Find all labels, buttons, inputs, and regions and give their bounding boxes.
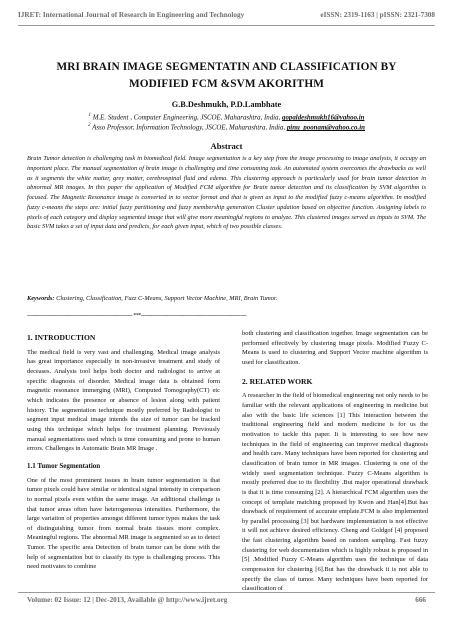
abstract-text: Brain Tumor detection is challenging task in biomedical field. Image segmentation is a key step from the image processing to image analysis, it occupy an important place. The manual segmentation of brain image is challenging and time consuming task. An automated system overcomes the drawbacks as well as it segments the white matter, grey matter, cerebrospinal fluid and edema. This clustering approach is particularly used for brain tumor detection in abnormal MR images. In this paper the application of Modified FCM algorithm for Brain tumor detection and its classification by SVM algorithm is focused. The Magnetic Resonance image is converted in to vector format and that is given as input to the modified fuzzy c-means algorithm. In modified fuzzy c-means the steps are: initial fuzzy partitioning and fuzzy membership generation Cluster updation based on objective function. Assigning labels to pixels of each category and display segmented image that will give more meaningful regions to analyze. This clustered images served as inputs to SVM. The basic SVM takes a set of input data and predicts, for each given input, which of two possible classes. bbox=[27, 155, 426, 231]
abstract-heading: Abstract bbox=[210, 141, 243, 151]
related-work-paragraph: A researcher in the field of biomedical engineering not only needs to be familiar with the relevant applications of engineering in medicine but also with the basic life sciences [1] This interaction between the traditional engineering field and modern medicine is for us the motivation to tackle this paper. It is interesting to see how new techniques in the field of engineering can improve medical diagnosis and health care. Many techniques have been reported for clustering and classification of brain tumor in MR images. Clustering is one of the widely used segmentation technique. Fuzzy C-Means algorithm is mostly preferred due to its flexibility .But major operational drawback is that it is time consuming [2]. A hierarchical FCM algorithm uses the concept of template matching proposed by Kwon and Han[4].But has drawback of requirement of accurate emplate.FCM is also implemented by parallel processing [3] but hardware implementation is not effective it will not achieve desired efficiency. Cheng and Goldgof [4] proposed the fast clustering algorithm based on random sampling. Fast fuzzy clustering for web documentation which is highly robust is proposed in [5] .Modified Fuzzy C-Means algorithm uses the technique of data compression for clustering [6].But has the drawback it is not able to specify the class of tumor. Many techniques have been reported for classification of bbox=[242, 392, 428, 593]
journal-header bbox=[18, 11, 435, 23]
tumor-segmentation-heading: 1.1 Tumor Segmentation bbox=[27, 461, 101, 470]
journal-name: IJRET: International Journal of Research in Engineering and Technology bbox=[18, 11, 245, 19]
page-number: 666 bbox=[415, 596, 426, 604]
continued-paragraph: both clustering and classification together. Image segmentation can be performed effectively by clustering image pixels. Modified Fuzzy C-Means is used to clustering and Support Vector machine algorithm is used for classification. bbox=[242, 330, 428, 366]
affiliation-1 bbox=[20, 113, 433, 121]
section-divider: -------------------------------------------------------------------- ***-------------------------------------------------------------------- bbox=[27, 313, 247, 319]
left-column bbox=[27, 333, 220, 572]
affiliation-1-number: 1 bbox=[88, 113, 91, 118]
title-line-2: MODIFIED FCM &SVM AKORITHM bbox=[129, 78, 324, 90]
right-column bbox=[242, 329, 428, 594]
volume-info: Volume: 02 Issue: 12 | Dec-2013, Available @ http://www.ijret.org bbox=[27, 596, 228, 604]
header-rule bbox=[18, 25, 435, 26]
affiliation-2-number: 2 bbox=[88, 123, 91, 128]
keywords-label: Keywords: bbox=[27, 295, 55, 302]
paper-title bbox=[20, 59, 433, 93]
keywords bbox=[27, 294, 426, 304]
affiliation-2-email[interactable]: pinu_poonam@yahoo.co.in bbox=[286, 124, 365, 132]
affiliation-2 bbox=[20, 123, 433, 131]
page-footer bbox=[27, 596, 426, 604]
related-work-heading: 2. RELATED WORK bbox=[242, 376, 313, 386]
author-names: G.B.Deshmukh, P.D.Lambhate bbox=[171, 100, 282, 109]
keywords-list: Clustering, Classification, Fuzz C-Means, Support Vector Machine, MRI, Brain Tumor. bbox=[54, 295, 278, 302]
footer-rule bbox=[18, 592, 435, 593]
introduction-heading: 1. INTRODUCTION bbox=[27, 333, 96, 342]
affiliation-1-text: M.E. Student , Computer Engineering, JSCOE, Maharashtra, India, bbox=[90, 114, 282, 122]
introduction-paragraph: The medical field is very vast and challenging. Medical image analysis has great importance especially in non-invasive treatment and study of deceases. Analysis tool helps both doctor and radiologist to arrive at specific diagnosis of disorder. Medical image data is obtained form magnetic resonance immerging (MRI), Computed Tomography(CT) etc which indicates the presence or absence of lesion along with patient history. The segmentation technique mostly preferred by Radiologist to segment input medical image intends the size of tumor can be tracked using this technique which helps for treatment planning. Previously manual segmentations used which is time consuming and prone to human errors. Challenges in Automatic Brain MR Image . bbox=[27, 348, 220, 453]
affiliation-1-email[interactable]: gopaldeshmukh16@yahoo.in bbox=[282, 114, 365, 122]
title-line-1: MRI BRAIN IMAGE SEGMENTATIN AND CLASSIFICATION BY bbox=[56, 61, 397, 73]
tumor-segmentation-paragraph: One of the most prominent issues in brain tumor segmentation is that tumor pixels could have similar or identical signal intensity in comparison to normal pixels even within the same image. An additional challenge is that tumor areas often have heterogeneous intensities. Furthermore, the large variation of properties amongst different tumor types makes the task of distinguishing tumor from normal brain tissues more complex. Meaningful regions. The abnormal MR image is segmented so as to detect Tumor. The specific area Detection of brain tumor can be done with the help of segmentation but to classify its type is challenging process. This need motivates to combine bbox=[27, 476, 220, 571]
issn-info: eISSN: 2319-1163 | pISSN: 2321-7308 bbox=[320, 11, 435, 19]
affiliation-2-text: Asso Professor, Information Technology, JSCOE, Maharashtra, India, bbox=[90, 124, 287, 132]
